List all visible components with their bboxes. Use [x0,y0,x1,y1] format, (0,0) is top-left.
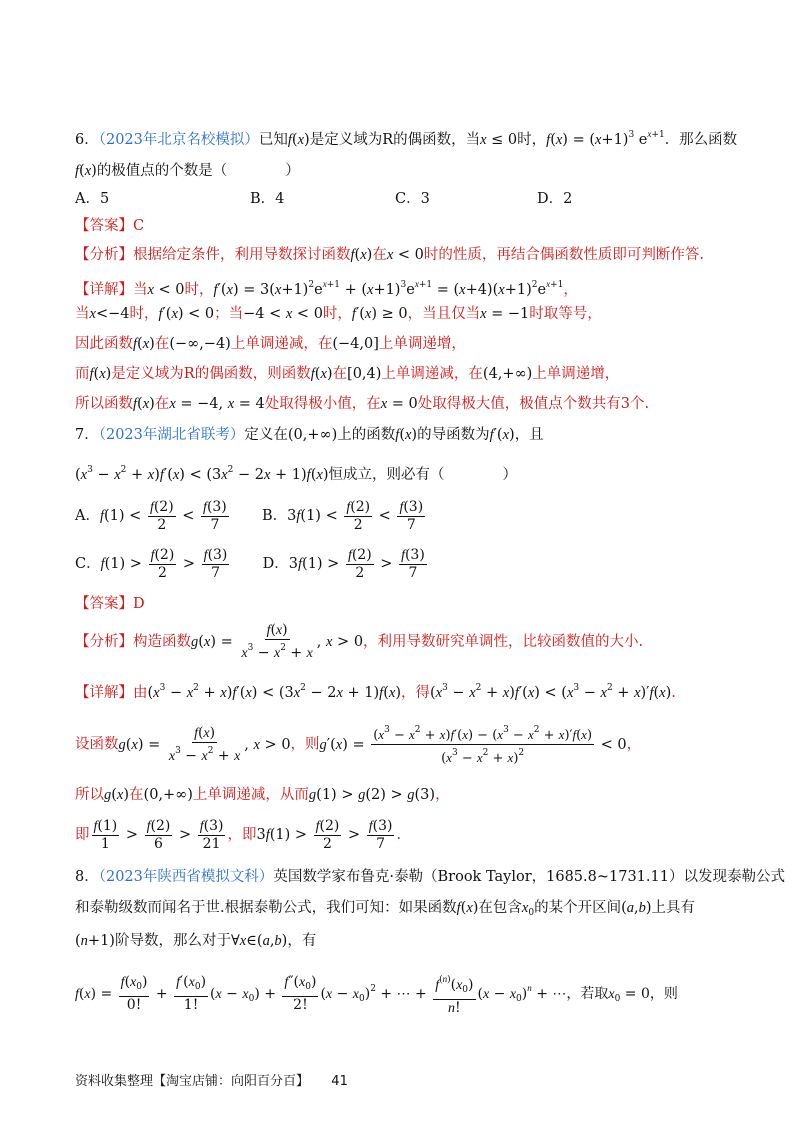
q7-options-ab [75,496,427,536]
q7-detail-line3: 所以g(x)在(0,+∞)上单调递减，从而g(1) > g(2) > g(3)， [75,787,450,803]
q8-source: （2023年陕西省模拟文科） [98,869,274,885]
page-number: 41 [331,1074,348,1089]
q7-option-d: D．3f(1) > $\frac{f(2)}{2}$ > $\frac{f(3)}{7}$ [262,546,425,581]
q7-detail-line1: 【详解】由$(x^3 - x^2 + x)f'(x) < (3x^2 - 2x + 1)f(x)$，得$(x^3 - x^2 + x)f'(x) < (x^3 - x^2 + x)'f(x)$. [75,683,676,701]
q7-detail-line2: 设函数g(x) = $\frac{f(x)}{x^3 - x^2 + x}$ , x > 0，则g′(x) = $\frac{(x^3 - x^2 + x)f'(x) - (x^3 - x^2 + x)'f(x)}{(x^3 - x^2 + x)^2}$ < 0， [75,722,641,767]
q6-detail-line1: 【详解】当x < 0时，$f'(x) = 3(x+1)^2e^{x+1} + (x+1)^3e^{x+1} = (x+4)(x+1)^2e^{x+1}$， [75,279,578,298]
q7-detail-line4: 即 $\frac{f(1)}{1}$ > $\frac{f(2)}{6}$ > $\frac{f(3)}{21}$ ，即3f(1) > $\frac{f(2)}{2}$ > $\frac{f(3)}{7}$ . [75,817,402,852]
q7-analysis: 【分析】构造函数g(x) = $\frac{f(x)}{x^3 - x^2 + x}$ , x > 0，利用导数研究单调性，比较函数值的大小. [75,622,644,661]
q6-detail-line4: 而f(x)是定义域为R的偶函数，则函数f(x)在[0,4)上单调递减，在(4,+∞)上单调递增， [75,366,620,382]
q7-source: （2023年湖北省联考） [98,427,245,443]
q6-stem-line1: 6．（2023年北京名校模拟）已知f(x)是定义域为R的偶函数，当x ≤ 0时，$f(x) = (x+1)^3$ $e^{x+1}$．那么函数 [75,129,738,148]
q6-source: （2023年北京名校模拟） [98,132,259,148]
q6-detail-line5: 所以函数f(x)在x = −4, x = 4处取得极小值，在x = 0处取得极大值，极值点个数共有3个. [75,396,650,412]
q6-analysis: 【分析】根据给定条件，利用导数探讨函数f(x)在x < 0时的性质，再结合偶函数性质即可判断作答. [75,247,704,263]
q7-options-cd [75,544,429,584]
q7-option-a: A．f(1) < $\frac{f(2)}{2}$ < $\frac{f(3)}{7}$ [75,498,227,533]
q7-option-b: B．3f(1) < $\frac{f(2)}{2}$ < $\frac{f(3)}{7}$ [262,498,424,533]
q6-stem-line2: f(x)的极值点的个数是（ ） [75,163,300,179]
q7-stem-line2: $(x^3 - x^2 + x)f'(x) < (3x^2 - 2x + 1)f(x)$恒成立，则必有（ ） [75,465,517,483]
q6-option-c: C．3 [395,191,430,207]
q7-stem-line1: 7．（2023年湖北省联考）定义在(0,+∞)上的函数f(x)的导函数为f′(x)，且 [75,427,544,443]
q6-option-a: A．5 [75,191,110,207]
q7-answer: 【答案】D [75,596,145,612]
page-footer [75,1070,348,1089]
q6-detail-line3: 因此函数f(x)在(−∞,−4)上单调递减，在(−4,0]上单调递增， [75,336,466,352]
q8-taylor-formula: f(x) = $\frac{f(x_0)}{0!}$ + $\frac{f'(x_0)}{1!}$ $(x - x_0)$ + $\frac{f''(x_0)}{2!}$ $(x - x_0)^2$ + ⋯ + $\frac{f^{(n)}(x_0)}{n!}$ $(x - x_0)^n$ + ⋯，若取$x_0 = 0$，则 [75,966,678,1021]
q8-stem-line2: 和泰勒级数而闻名于世.根据泰勒公式，我们可知：如果函数f(x)在包含$x_0$的某个开区间(a,b)上具有 [75,900,696,918]
q7-option-c: C．f(1) > $\frac{f(2)}{2}$ > $\frac{f(3)}{7}$ [75,546,228,581]
q8-stem-line1: 8．（2023年陕西省模拟文科）英国数学家布鲁克·泰勒（Brook Taylor，1685.8~1731.11）以发现泰勒公式 [75,869,785,885]
q6-answer: 【答案】C [75,218,145,234]
q6-detail-line2: 当x<−4时，f′(x) < 0；当−4 < x < 0时，f′(x) ≥ 0，当且仅当x = −1时取等号， [75,306,602,322]
q6-option-b: B．4 [250,191,285,207]
q6-option-d: D．2 [537,191,573,207]
footer-text: 资料收集整理【淘宝店铺：向阳百分百】 [75,1074,310,1089]
q8-stem-line3: (n+1)阶导数，那么对于∀x∈(a,b)，有 [75,933,317,949]
